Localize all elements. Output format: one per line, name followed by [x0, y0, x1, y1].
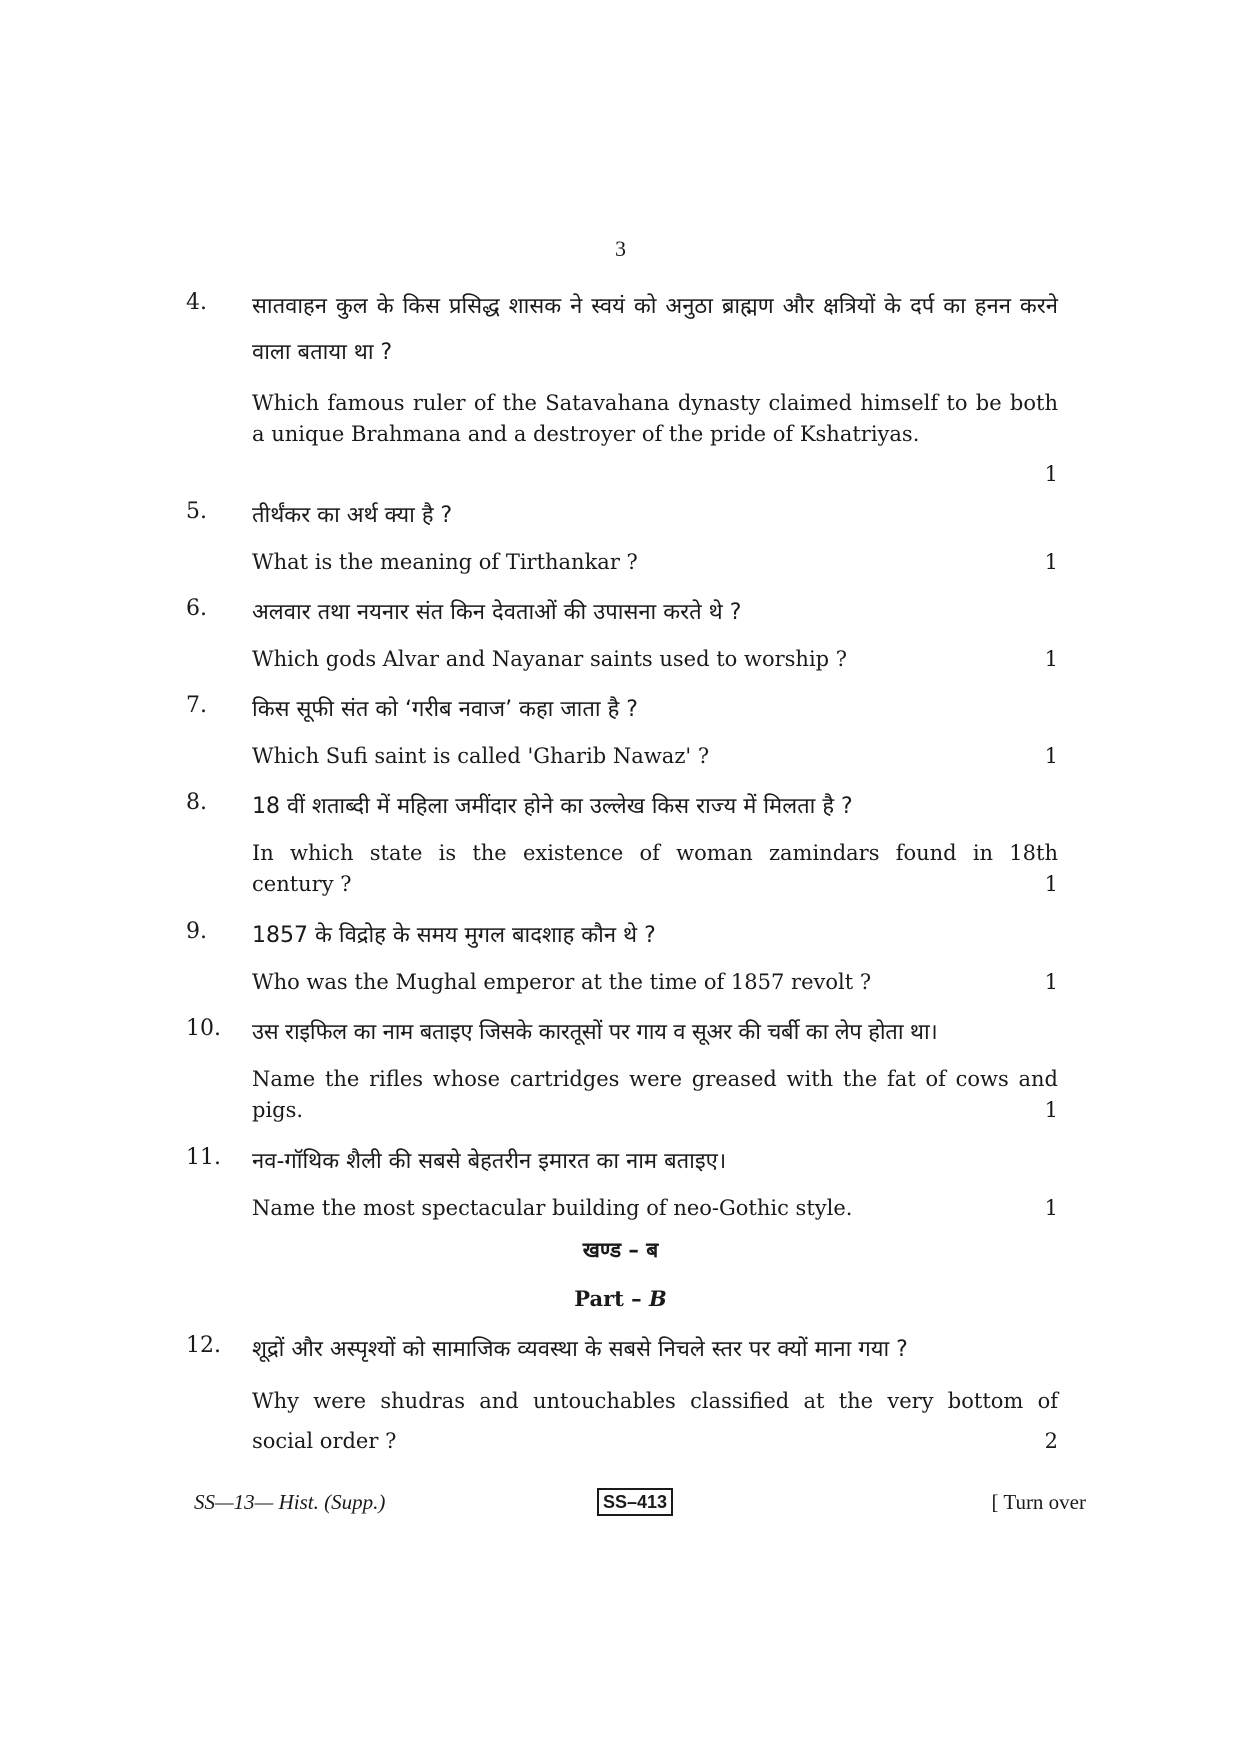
- question-text-hindi: उस राइफिल का नाम बताइए जिसके कारतूसों पर गाय व सूअर की चर्बी का लेप होता था।: [252, 1020, 938, 1045]
- marks: 1: [1044, 872, 1058, 896]
- question-line: [252, 869, 1058, 900]
- page-number: 3: [615, 236, 626, 261]
- question-number: 7.: [186, 693, 207, 718]
- marks: 1: [1044, 550, 1058, 574]
- question-line: [252, 967, 1058, 998]
- marks: 1: [1044, 1196, 1058, 1220]
- question-body: [252, 493, 1058, 578]
- question-text-english-line2: social order ?: [252, 1429, 397, 1453]
- paper-reference: SS—13— Hist. (Supp.): [194, 1490, 386, 1514]
- question-text-english-line2: pigs.: [252, 1098, 304, 1122]
- question-text-english: What is the meaning of Tirthankar ?: [252, 550, 638, 574]
- question-text-hindi: शूद्रों और अस्पृश्यों को सामाजिक व्यवस्था के सबसे निचले स्तर पर क्यों माना गया ?: [252, 1337, 908, 1362]
- section-heading-prefix: Part –: [574, 1286, 649, 1311]
- marks: 1: [1044, 744, 1058, 768]
- question-text-english: Which Sufi saint is called 'Gharib Nawaz' ?: [252, 744, 710, 768]
- question-text-english-line1: In which state is the existence of woman zamindars found in 18th: [252, 841, 1058, 865]
- question-text-english-line1: Name the rifles whose cartridges were greased with the fat of cows and: [252, 1067, 1058, 1091]
- question-line: [252, 1421, 1058, 1461]
- question-body: [252, 590, 1058, 675]
- question-text-hindi: 18 वीं शताब्दी में महिला जमींदार होने का उल्लेख किस राज्य में मिलता है ?: [252, 794, 853, 819]
- question-text-english: Which gods Alvar and Nayanar saints used to worship ?: [252, 647, 848, 671]
- section-heading-english: [0, 1286, 1241, 1311]
- question-text-hindi: सातवाहन कुल के किस प्रसिद्ध शासक ने स्वयं को अनुठा ब्राह्मण और क्षत्रियों के दर्प का हनन करने वाला बताया था ?: [252, 294, 1058, 365]
- question-line: [252, 1193, 1058, 1224]
- question-text-hindi: अलवार तथा नयनार संत किन देवताओं की उपासना करते थे ?: [252, 600, 742, 625]
- question-text-english-line2: century ?: [252, 872, 352, 896]
- question-body: [252, 284, 1058, 486]
- question-number: 9.: [186, 919, 207, 944]
- question-body: [252, 1139, 1058, 1224]
- question-body: [252, 1327, 1058, 1461]
- marks: 2: [1044, 1429, 1058, 1453]
- page-footer: [194, 1490, 1086, 1522]
- question-body: [252, 687, 1058, 772]
- question-line: [252, 741, 1058, 772]
- question-text-english-line1: Why were shudras and untouchables classified at the very bottom of: [252, 1389, 1058, 1413]
- question-line: [252, 644, 1058, 675]
- question-number: 5.: [186, 499, 207, 524]
- question-number: 10.: [186, 1016, 221, 1041]
- question-text-english: Which famous ruler of the Satavahana dynasty claimed himself to be both a unique Brahmana and a destroyer of the pride of Kshatriyas.: [252, 391, 1058, 446]
- marks: 1: [1044, 970, 1058, 994]
- question-number: 11.: [186, 1145, 221, 1170]
- question-text-hindi: 1857 के विद्रोह के समय मुगल बादशाह कौन थे ?: [252, 923, 656, 948]
- marks: 1: [1044, 647, 1058, 671]
- paper-code-box: SS–413: [597, 1488, 673, 1516]
- section-heading-hindi: खण्ड – ब: [582, 1238, 659, 1262]
- section-heading-letter: B: [648, 1286, 667, 1311]
- question-line: [252, 547, 1058, 578]
- question-number: 8.: [186, 790, 207, 815]
- question-text-english: Name the most spectacular building of neo-Gothic style.: [252, 1196, 853, 1220]
- question-number: 6.: [186, 596, 207, 621]
- marks: 1: [1044, 462, 1058, 486]
- question-text-hindi: किस सूफी संत को ‘गरीब नवाज’ कहा जाता है ?: [252, 697, 638, 722]
- question-body: [252, 1010, 1058, 1126]
- question-number: 4.: [186, 290, 207, 315]
- marks: 1: [1044, 1098, 1058, 1122]
- question-text-english: Who was the Mughal emperor at the time of 1857 revolt ?: [252, 970, 872, 994]
- question-text-hindi: तीर्थंकर का अर्थ क्या है ?: [252, 503, 453, 528]
- question-body: [252, 784, 1058, 900]
- turn-over-note: [ Turn over: [991, 1490, 1086, 1514]
- question-text-hindi: नव-गॉथिक शैली की सबसे बेहतरीन इमारत का नाम बताइए।: [252, 1149, 727, 1174]
- question-line: [252, 1095, 1058, 1126]
- question-body: [252, 913, 1058, 998]
- question-number: 12.: [186, 1333, 221, 1358]
